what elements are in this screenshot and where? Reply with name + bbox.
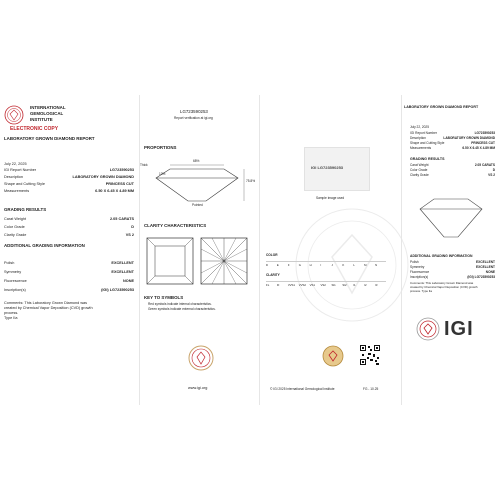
culet-label: Pointed — [192, 203, 203, 207]
right-fields — [410, 131, 495, 155]
institute-name-line3: INSTITUTE — [30, 117, 53, 122]
right-field-label: IGI Report Number — [410, 131, 437, 135]
field-row — [4, 168, 134, 174]
color-scale-grade: F — [287, 263, 290, 267]
right-field-value: 6.50 X 6.45 X 4.89 MM — [462, 146, 495, 150]
middle-panel — [140, 95, 260, 405]
igi-logo-text: IGI — [444, 318, 474, 340]
field-label: Shape and Cutting Style — [4, 182, 45, 186]
field-label: Description — [4, 175, 23, 179]
additional-row — [4, 288, 134, 294]
additional-value: EXCELLENT — [111, 261, 134, 265]
field-value: PRINCESS CUT — [105, 182, 134, 186]
additional-label: Fluorescence — [4, 279, 27, 283]
right-grading-label: Clarity Grade — [410, 173, 429, 177]
electronic-copy-label: ELECTRONIC COPY — [10, 126, 59, 132]
report-card — [0, 95, 500, 405]
grading-value: 2.05 CARATS — [110, 217, 134, 221]
key-line-red: Red symbols indicate internal characteristics. — [148, 302, 212, 306]
clarity-plot-crown — [146, 237, 194, 285]
additional-value: NONE — [123, 279, 134, 283]
color-scale-grade: J — [331, 263, 333, 267]
additional-fields — [4, 261, 134, 295]
seal-icon — [322, 345, 344, 367]
color-scale-grade: D — [266, 263, 269, 267]
right-grading-value: D — [492, 168, 495, 172]
right-additional-value: EXCELLENT — [476, 260, 495, 264]
clarity-scale-grade: SI2 — [342, 283, 347, 287]
report-fields — [4, 168, 134, 198]
clarity-scale-grade: VVS2 — [298, 283, 306, 287]
right-additional-label: Symmetry — [410, 265, 425, 269]
field-value: LG723590253 — [109, 168, 134, 172]
right-grading-label: Carat Weight — [410, 163, 429, 167]
right-report-date: July 22, 2025 — [410, 125, 429, 129]
clarity-scale-grade: FL — [266, 283, 270, 287]
right-additional-value: (IGI) LG723590253 — [467, 275, 495, 279]
color-scale-grade: H — [309, 263, 312, 267]
color-scale-title: COLOR — [266, 253, 278, 257]
right-field-row — [410, 146, 495, 151]
additional-label: Polish — [4, 261, 15, 265]
additional-value: (IGI) LG723590253 — [101, 288, 134, 292]
grading-label: Color Grade — [4, 225, 25, 229]
igi-logo-seal-icon — [416, 317, 440, 341]
right-field-value: PRINCESS CUT — [471, 141, 495, 145]
table-percent: 68% — [193, 159, 200, 163]
inscription-text: IGI LG723590253 — [311, 165, 344, 170]
comments-line: created by Chemical Vapor Deposition (CVD) growth — [4, 306, 93, 310]
right-panel — [402, 95, 500, 405]
field-row — [4, 175, 134, 181]
additional-row — [4, 261, 134, 267]
report-type-title: LABORATORY GROWN DIAMOND REPORT — [4, 136, 95, 141]
proportions-diagram — [140, 157, 260, 207]
girdle-label: Thick — [140, 163, 148, 167]
divider — [401, 95, 402, 405]
report-date: July 22, 2025 — [4, 162, 27, 166]
sample-caption: Sample image used — [316, 196, 345, 200]
color-scale-grade: I — [320, 263, 322, 267]
right-additional-label: Polish — [410, 260, 419, 264]
right-grading-value: VS 2 — [488, 173, 495, 177]
clarity-scale-title: CLARITY — [266, 273, 280, 277]
additional-label: Symmetry — [4, 270, 22, 274]
additional-grading-title: ADDITIONAL GRADING INFORMATION — [4, 243, 85, 248]
qr-code-icon — [360, 345, 380, 365]
right-field-label: Shape and Cutting Style — [410, 141, 445, 145]
right-report-type: LABORATORY GROWN DIAMOND REPORT — [404, 105, 479, 109]
additional-value: EXCELLENT — [111, 270, 134, 274]
website-link[interactable]: www.igi.org — [188, 386, 208, 390]
field-label: Measurements — [4, 189, 30, 193]
grading-row — [4, 217, 134, 223]
clarity-characteristics-title: CLARITY CHARACTERISTICS — [144, 223, 207, 228]
clarity-scale-grade: I3 — [375, 283, 378, 287]
color-scale-grade: L — [353, 263, 355, 267]
comments-line: process. — [4, 311, 19, 315]
igi-seal-bottom-icon — [188, 345, 214, 371]
grading-results-title: GRADING RESULTS — [4, 207, 47, 212]
sample-panel — [260, 95, 390, 405]
report-verification: Report verification at igi.org — [174, 116, 213, 120]
right-field-label: Measurements — [410, 146, 432, 150]
grading-label: Carat Weight — [4, 217, 27, 221]
right-comments-line: process. Type IIa — [410, 289, 432, 293]
additional-label: Inscription(s) — [4, 288, 26, 292]
clarity-scale-grade: IF — [276, 283, 280, 287]
color-scale-grade: G — [298, 263, 301, 267]
crown-percent: 13% — [159, 172, 166, 176]
clarity-scale-line — [266, 281, 386, 282]
color-scale-grade: N — [375, 263, 378, 267]
clarity-scale-grade: VS1 — [309, 283, 315, 287]
color-scale-line — [266, 261, 386, 262]
right-grading-fields — [410, 163, 495, 179]
field-value: LABORATORY GROWN DIAMOND — [72, 175, 134, 179]
grading-row — [4, 225, 134, 231]
right-field-value: LABORATORY GROWN DIAMOND — [443, 136, 495, 140]
institute-name-line2: GEMOLOGICAL — [30, 111, 64, 116]
right-additional-title: ADDITIONAL GRADING INFORMATION — [410, 254, 473, 258]
right-comments-line: created by Chemical Vapor Deposition (CVD) growth — [410, 285, 478, 289]
right-field-value: LG723590253 — [474, 131, 495, 135]
grading-row — [4, 233, 134, 239]
diamond-photo — [304, 147, 370, 191]
right-additional-value: EXCELLENT — [476, 265, 495, 269]
form-code: FG - 10.25 — [363, 387, 379, 391]
color-scale — [266, 263, 386, 269]
comments-line: Comments: This Laboratory Grown Diamond was — [4, 301, 88, 305]
right-grading-value: 2.05 CARATS — [474, 163, 495, 167]
key-line-green: Green symbols indicate external characteristics. — [148, 307, 216, 311]
key-to-symbols-title: KEY TO SYMBOLS — [144, 295, 184, 300]
additional-row — [4, 279, 134, 285]
color-scale-grade: E — [276, 263, 279, 267]
right-additional-label: Inscription(s) — [410, 275, 429, 279]
right-additional-row — [410, 275, 495, 280]
right-grading-title: GRADING RESULTS — [410, 157, 445, 161]
right-field-label: Description — [410, 136, 426, 140]
copyright-text: © IGI 2025 International Gemological Institute — [270, 387, 335, 391]
divider — [259, 95, 260, 405]
field-row — [4, 182, 134, 188]
field-row — [4, 189, 134, 195]
grading-label: Clarity Grade — [4, 233, 27, 237]
color-scale-grade: M — [364, 263, 367, 267]
clarity-scale-grade: I2 — [364, 283, 367, 287]
institute-name-line1: INTERNATIONAL — [30, 105, 66, 110]
igi-seal-icon — [4, 105, 24, 125]
depth-percent: 75.8% — [246, 179, 256, 183]
right-diamond-diagram — [416, 195, 486, 241]
grading-value: D — [131, 225, 134, 229]
additional-row — [4, 270, 134, 276]
clarity-scale — [266, 283, 386, 289]
right-grading-row — [410, 173, 495, 178]
clarity-scale-grade: I1 — [353, 283, 356, 287]
clarity-scale-grade: VS2 — [320, 283, 326, 287]
right-grading-label: Color Grade — [410, 168, 428, 172]
clarity-scale-grade: VVS1 — [287, 283, 295, 287]
color-scale-grade: K — [342, 263, 345, 267]
clarity-plot-pavilion — [200, 237, 248, 285]
left-panel — [0, 95, 140, 405]
proportions-title: PROPORTIONS — [144, 145, 177, 150]
field-value: 6.50 X 6.45 X 4.89 MM — [95, 189, 134, 193]
field-label: IGI Report Number — [4, 168, 37, 172]
divider — [139, 95, 140, 405]
report-number-heading: LG723590253 — [180, 109, 208, 114]
right-additional-fields — [410, 260, 495, 282]
right-additional-label: Fluorescence — [410, 270, 430, 274]
igi-logo — [416, 315, 486, 345]
right-comments-line: Comments: This Laboratory Grown Diamond was — [410, 281, 474, 285]
clarity-scale-grade: SI1 — [331, 283, 336, 287]
right-additional-value: NONE — [485, 270, 495, 274]
grading-value: VS 2 — [125, 233, 134, 237]
grading-fields — [4, 217, 134, 241]
comments-line: Type IIa — [4, 316, 18, 320]
